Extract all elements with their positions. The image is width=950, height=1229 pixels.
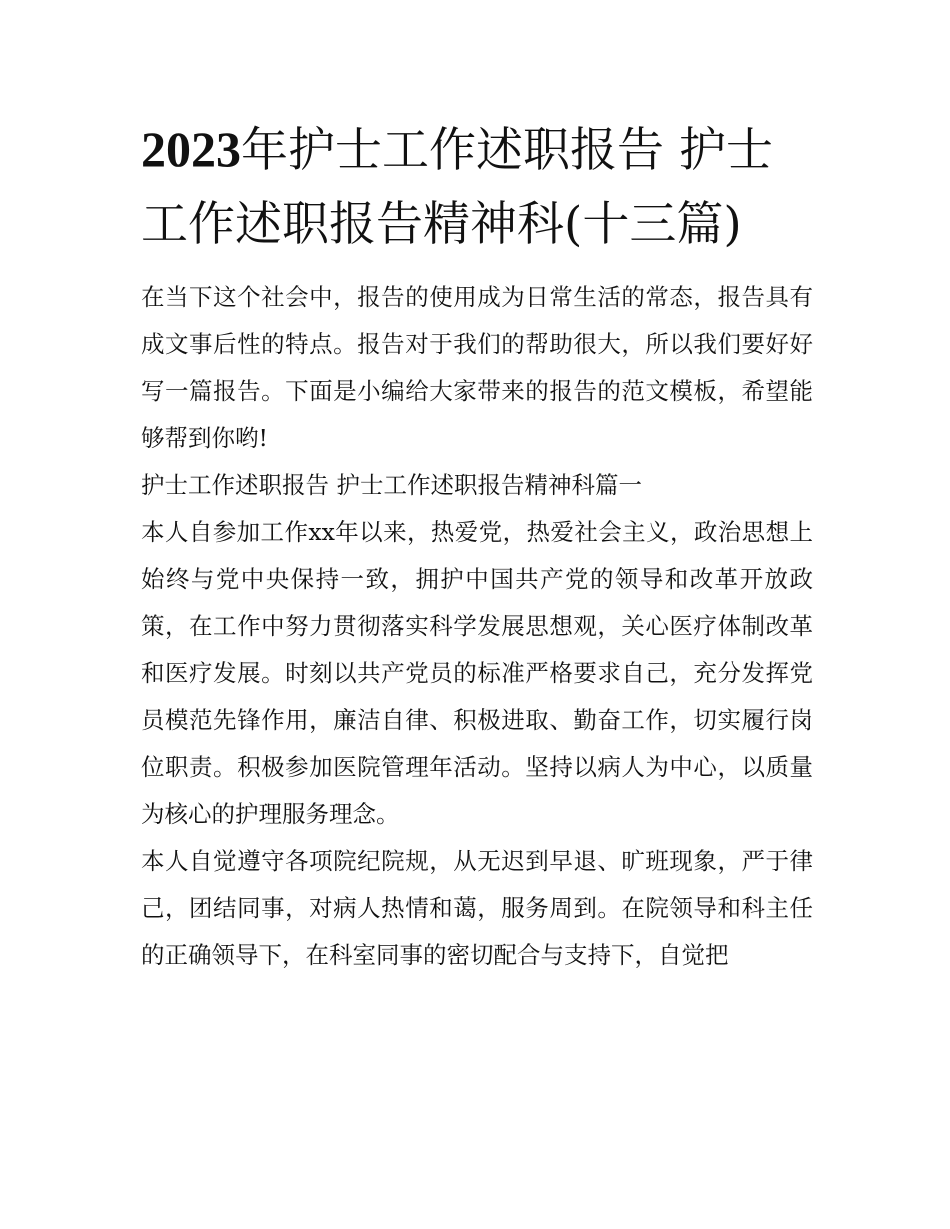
- title-year: 2023: [141, 121, 241, 177]
- intro-paragraph: 在当下这个社会中，报告的使用成为日常生活的常态，报告具有成文事后性的特点。报告对于我们的帮助很大，所以我们要好好写一篇报告。下面是小编给大家带来的报告的范文模板，希望能够帮到你哟!: [141, 283, 813, 452]
- title-text: 年护士工作述职报告 护士工作述职报告精神科(十三篇): [141, 123, 773, 252]
- document-title: [141, 112, 813, 262]
- body-paragraph-1: 本人自参加工作xx年以来，热爱党，热爱社会主义，政治思想上始终与党中央保持一致，拥护中国共产党的领导和改革开放政策，在工作中努力贯彻落实科学发展思想观，关心医疗体制改革和医疗发展。时刻以共产党员的标准严格要求自己，充分发挥党员模范先锋作用，廉洁自律、积极进取、勤奋工作，切实履行岗位职责。积极参加医院管理年活动。坚持以病人为中心，以质量为核心的护理服务理念。: [141, 518, 813, 828]
- document-body: [141, 112, 813, 979]
- body-paragraph-2: 本人自觉遵守各项院纪院规，从无迟到早退、旷班现象，严于律己，团结同事，对病人热情和蔼，服务周到。在院领导和科主任的正确领导下，在科室同事的密切配合与支持下，自觉把: [141, 847, 813, 969]
- section-heading: 护士工作述职报告 护士工作述职报告精神科篇一: [141, 471, 642, 499]
